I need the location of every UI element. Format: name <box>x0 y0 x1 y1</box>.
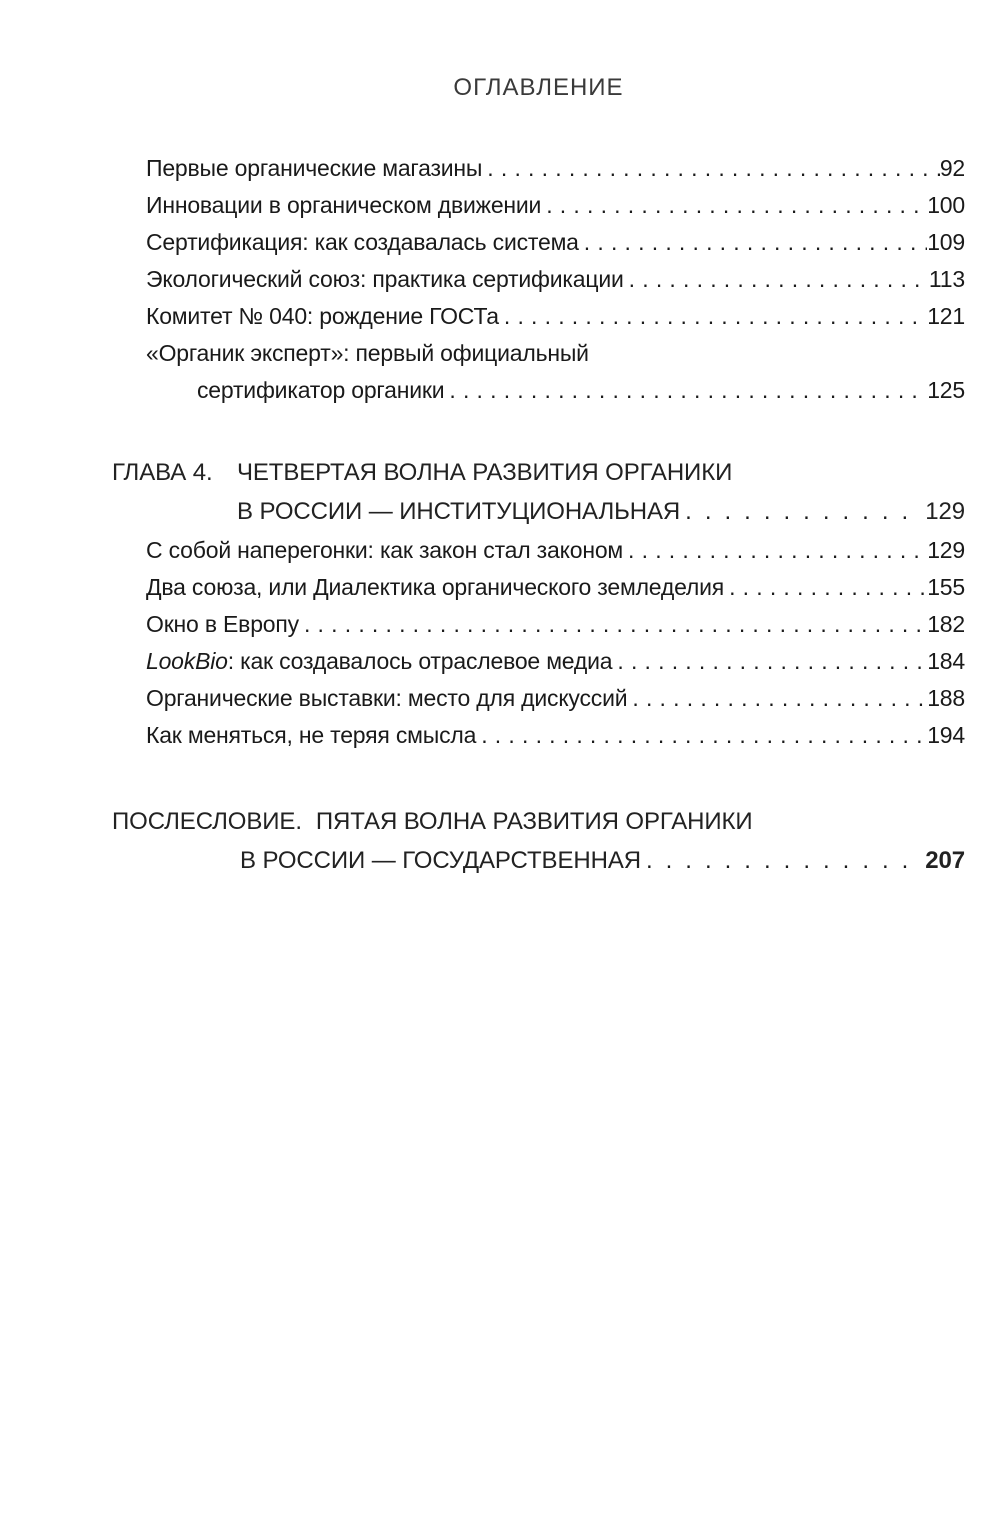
toc-entry <box>146 680 965 717</box>
chapter-heading-line-2 <box>112 493 965 530</box>
dot-leader <box>685 493 915 530</box>
toc-entry <box>146 187 965 224</box>
toc-entry <box>146 298 965 335</box>
entry-title: Первые органические магазины <box>146 155 483 181</box>
dot-leader <box>487 150 940 187</box>
entry-title: «Органик эксперт»: первый официальный <box>146 340 589 366</box>
entry-title: Органические выставки: место для дискуссий <box>146 685 628 711</box>
dot-leader <box>504 298 927 335</box>
page-number: 184 <box>927 648 965 674</box>
entry-title-continuation: сертификатор органики <box>197 377 445 403</box>
page-number: 121 <box>927 303 965 329</box>
afterword-heading <box>112 802 965 879</box>
entry-line-1 <box>146 335 965 372</box>
chapter-label: ГЛАВА 4. <box>112 459 213 486</box>
chapter3-entries <box>146 150 965 409</box>
entry-title: Экологический союз: практика сертификации <box>146 266 624 292</box>
dot-leader <box>617 643 927 680</box>
toc-entry <box>146 532 965 569</box>
entry-title-italic-part: LookBio <box>146 648 228 674</box>
toc-entry <box>146 261 965 298</box>
afterword-title-continuation: В РОССИИ — ГОСУДАРСТВЕННАЯ <box>240 847 641 874</box>
toc-entry <box>146 150 965 187</box>
entry-title: С собой наперегонки: как закон стал законом <box>146 537 624 563</box>
dot-leader <box>646 842 915 879</box>
chapter-heading-line-1 <box>112 453 965 493</box>
toc-entry <box>146 606 965 643</box>
entry-title: Комитет № 040: рождение ГОСТа <box>146 303 499 329</box>
dot-leader <box>449 372 927 409</box>
dot-leader <box>629 261 929 298</box>
chapter-title: ЧЕТВЕРТАЯ ВОЛНА РАЗВИТИЯ ОРГАНИКИ <box>237 459 733 486</box>
page-number: 129 <box>925 498 965 525</box>
page-number: 182 <box>927 611 965 637</box>
page-number: 125 <box>927 377 965 403</box>
toc-entry <box>146 643 965 680</box>
page-number: 207 <box>925 847 965 874</box>
afterword-heading-line-1 <box>112 802 965 842</box>
table-of-contents <box>112 74 965 879</box>
dot-leader <box>546 187 927 224</box>
page-number: 109 <box>927 229 965 255</box>
page-number: 92 <box>939 155 965 181</box>
toc-entry <box>146 224 965 261</box>
page-number: 194 <box>927 722 965 748</box>
page-title: ОГЛАВЛЕНИЕ <box>453 74 624 101</box>
toc-entry <box>146 569 965 606</box>
dot-leader <box>304 606 927 643</box>
afterword-label: ПОСЛЕСЛОВИЕ. <box>112 808 302 835</box>
entry-line-2 <box>146 372 965 409</box>
dot-leader <box>481 717 927 754</box>
entry-title: Инновации в органическом движении <box>146 192 542 218</box>
entry-title: Два союза, или Диалектика органического земледелия <box>146 574 725 600</box>
dot-leader <box>632 680 927 717</box>
afterword-heading-line-2 <box>112 842 965 879</box>
dot-leader <box>628 532 927 569</box>
dot-leader <box>729 569 927 606</box>
page-number: 155 <box>927 574 965 600</box>
page-number: 113 <box>928 266 965 292</box>
entry-title: Окно в Европу <box>146 611 299 637</box>
page-number: 188 <box>927 685 965 711</box>
entry-title: Сертификация: как создавалась система <box>146 229 579 255</box>
page-number: 100 <box>927 192 965 218</box>
chapter-title-continuation: В РОССИИ — ИНСТИТУЦИОНАЛЬНАЯ <box>237 498 681 525</box>
entry-title <box>146 643 612 680</box>
chapter4-heading <box>112 453 965 530</box>
afterword-title: ПЯТАЯ ВОЛНА РАЗВИТИЯ ОРГАНИКИ <box>315 808 753 835</box>
chapter4-entries <box>146 532 965 754</box>
toc-entry-multiline <box>146 335 965 409</box>
entry-title: Как меняться, не теряя смысла <box>146 722 477 748</box>
dot-leader <box>584 224 927 261</box>
toc-entry <box>146 717 965 754</box>
page-number: 129 <box>927 537 965 563</box>
entry-title-rest: : как создавалось отраслевое медиа <box>227 648 613 674</box>
